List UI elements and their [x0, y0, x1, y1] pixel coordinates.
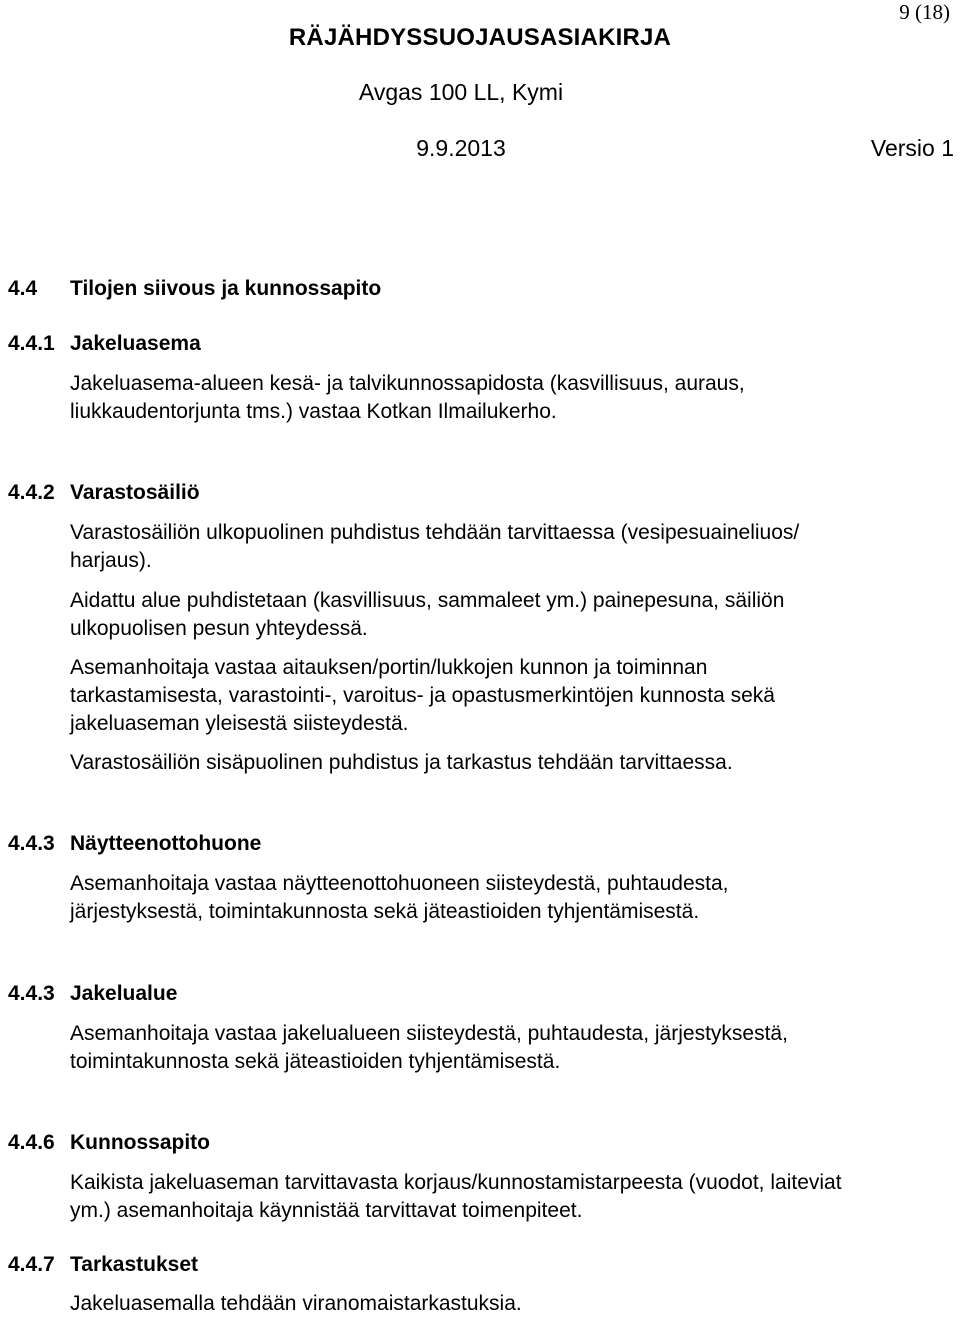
paragraph-line: ulkopuolisen pesun yhteydessä. [70, 617, 368, 640]
paragraph-line: Asemanhoitaja vastaa näytteenottohuoneen siisteydestä, puhtaudesta, [70, 872, 729, 895]
section-number-4-4-3-b: 4.4.3 [8, 982, 55, 1005]
paragraph-line: tarkastamisesta, varastointi-, varoitus- ja opastusmerkintöjen kunnosta sekä [70, 684, 775, 707]
paragraph-line: jakeluaseman yleisestä siisteydestä. [70, 712, 409, 735]
section-number-4-4-2: 4.4.2 [8, 481, 55, 504]
section-title-4-4-1: Jakeluasema [70, 332, 201, 355]
section-number-4-4-3: 4.4.3 [8, 832, 55, 855]
document-version: Versio 1 [870, 135, 954, 161]
section-title-tarkastukset: Tarkastukset [70, 1253, 199, 1276]
section-title-naytteenottohuone: Näytteenottohuone [70, 832, 262, 855]
paragraph-line: Jakeluasemalla tehdään viranomaistarkastuksia. [70, 1292, 522, 1315]
paragraph-line: ym.) asemanhoitaja käynnistää tarvittavat toimenpiteet. [70, 1199, 583, 1222]
paragraph-line: järjestyksestä, toimintakunnosta sekä jäteastioiden tyhjentämisestä. [70, 900, 700, 923]
paragraph-line: Asemanhoitaja vastaa aitauksen/portin/lukkojen kunnon ja toiminnan [70, 656, 708, 679]
paragraph-line: harjaus). [70, 549, 152, 572]
section-number-4-4-6: 4.4.6 [8, 1131, 55, 1154]
section-title-4-4: Tilojen siivous ja kunnossapito [70, 277, 382, 300]
section-number-4-4: 4.4 [8, 277, 38, 300]
paragraph-line: Varastosäiliön ulkopuolinen puhdistus tehdään tarvittaessa (vesipesuaineliuos/ [70, 521, 800, 544]
paragraph-line: toimintakunnosta sekä jäteastioiden tyhjentämisestä. [70, 1050, 561, 1073]
page-number: 9 (18) [899, 0, 950, 24]
paragraph-line: Jakeluasema-alueen kesä- ja talvikunnossapidosta (kasvillisuus, auraus, [70, 372, 745, 395]
document-subtitle: Avgas 100 LL, Kymi [358, 79, 564, 105]
document-date: 9.9.2013 [416, 135, 506, 161]
paragraph-line: Varastosäiliön sisäpuolinen puhdistus ja tarkastus tehdään tarvittaessa. [70, 751, 733, 774]
section-title-4-4-2: Varastosäiliö [70, 481, 200, 504]
paragraph-line: Kaikista jakeluaseman tarvittavasta korjaus/kunnostamistarpeesta (vuodot, laiteviat [70, 1171, 842, 1194]
section-title-jakelualue: Jakelualue [70, 982, 178, 1005]
section-number-4-4-1: 4.4.1 [8, 332, 55, 355]
paragraph-line: Aidattu alue puhdistetaan (kasvillisuus, sammaleet ym.) painepesuna, säiliön [70, 589, 785, 612]
document-title: RÄJÄHDYSSUOJAUSASIAKIRJA [288, 24, 672, 51]
paragraph-line: liukkaudentorjunta tms.) vastaa Kotkan Ilmailukerho. [70, 400, 557, 423]
section-number-4-4-7: 4.4.7 [8, 1253, 55, 1276]
paragraph-line: Asemanhoitaja vastaa jakelualueen siisteydestä, puhtaudesta, järjestyksestä, [70, 1022, 788, 1045]
section-title-kunnossapito: Kunnossapito [70, 1131, 210, 1154]
